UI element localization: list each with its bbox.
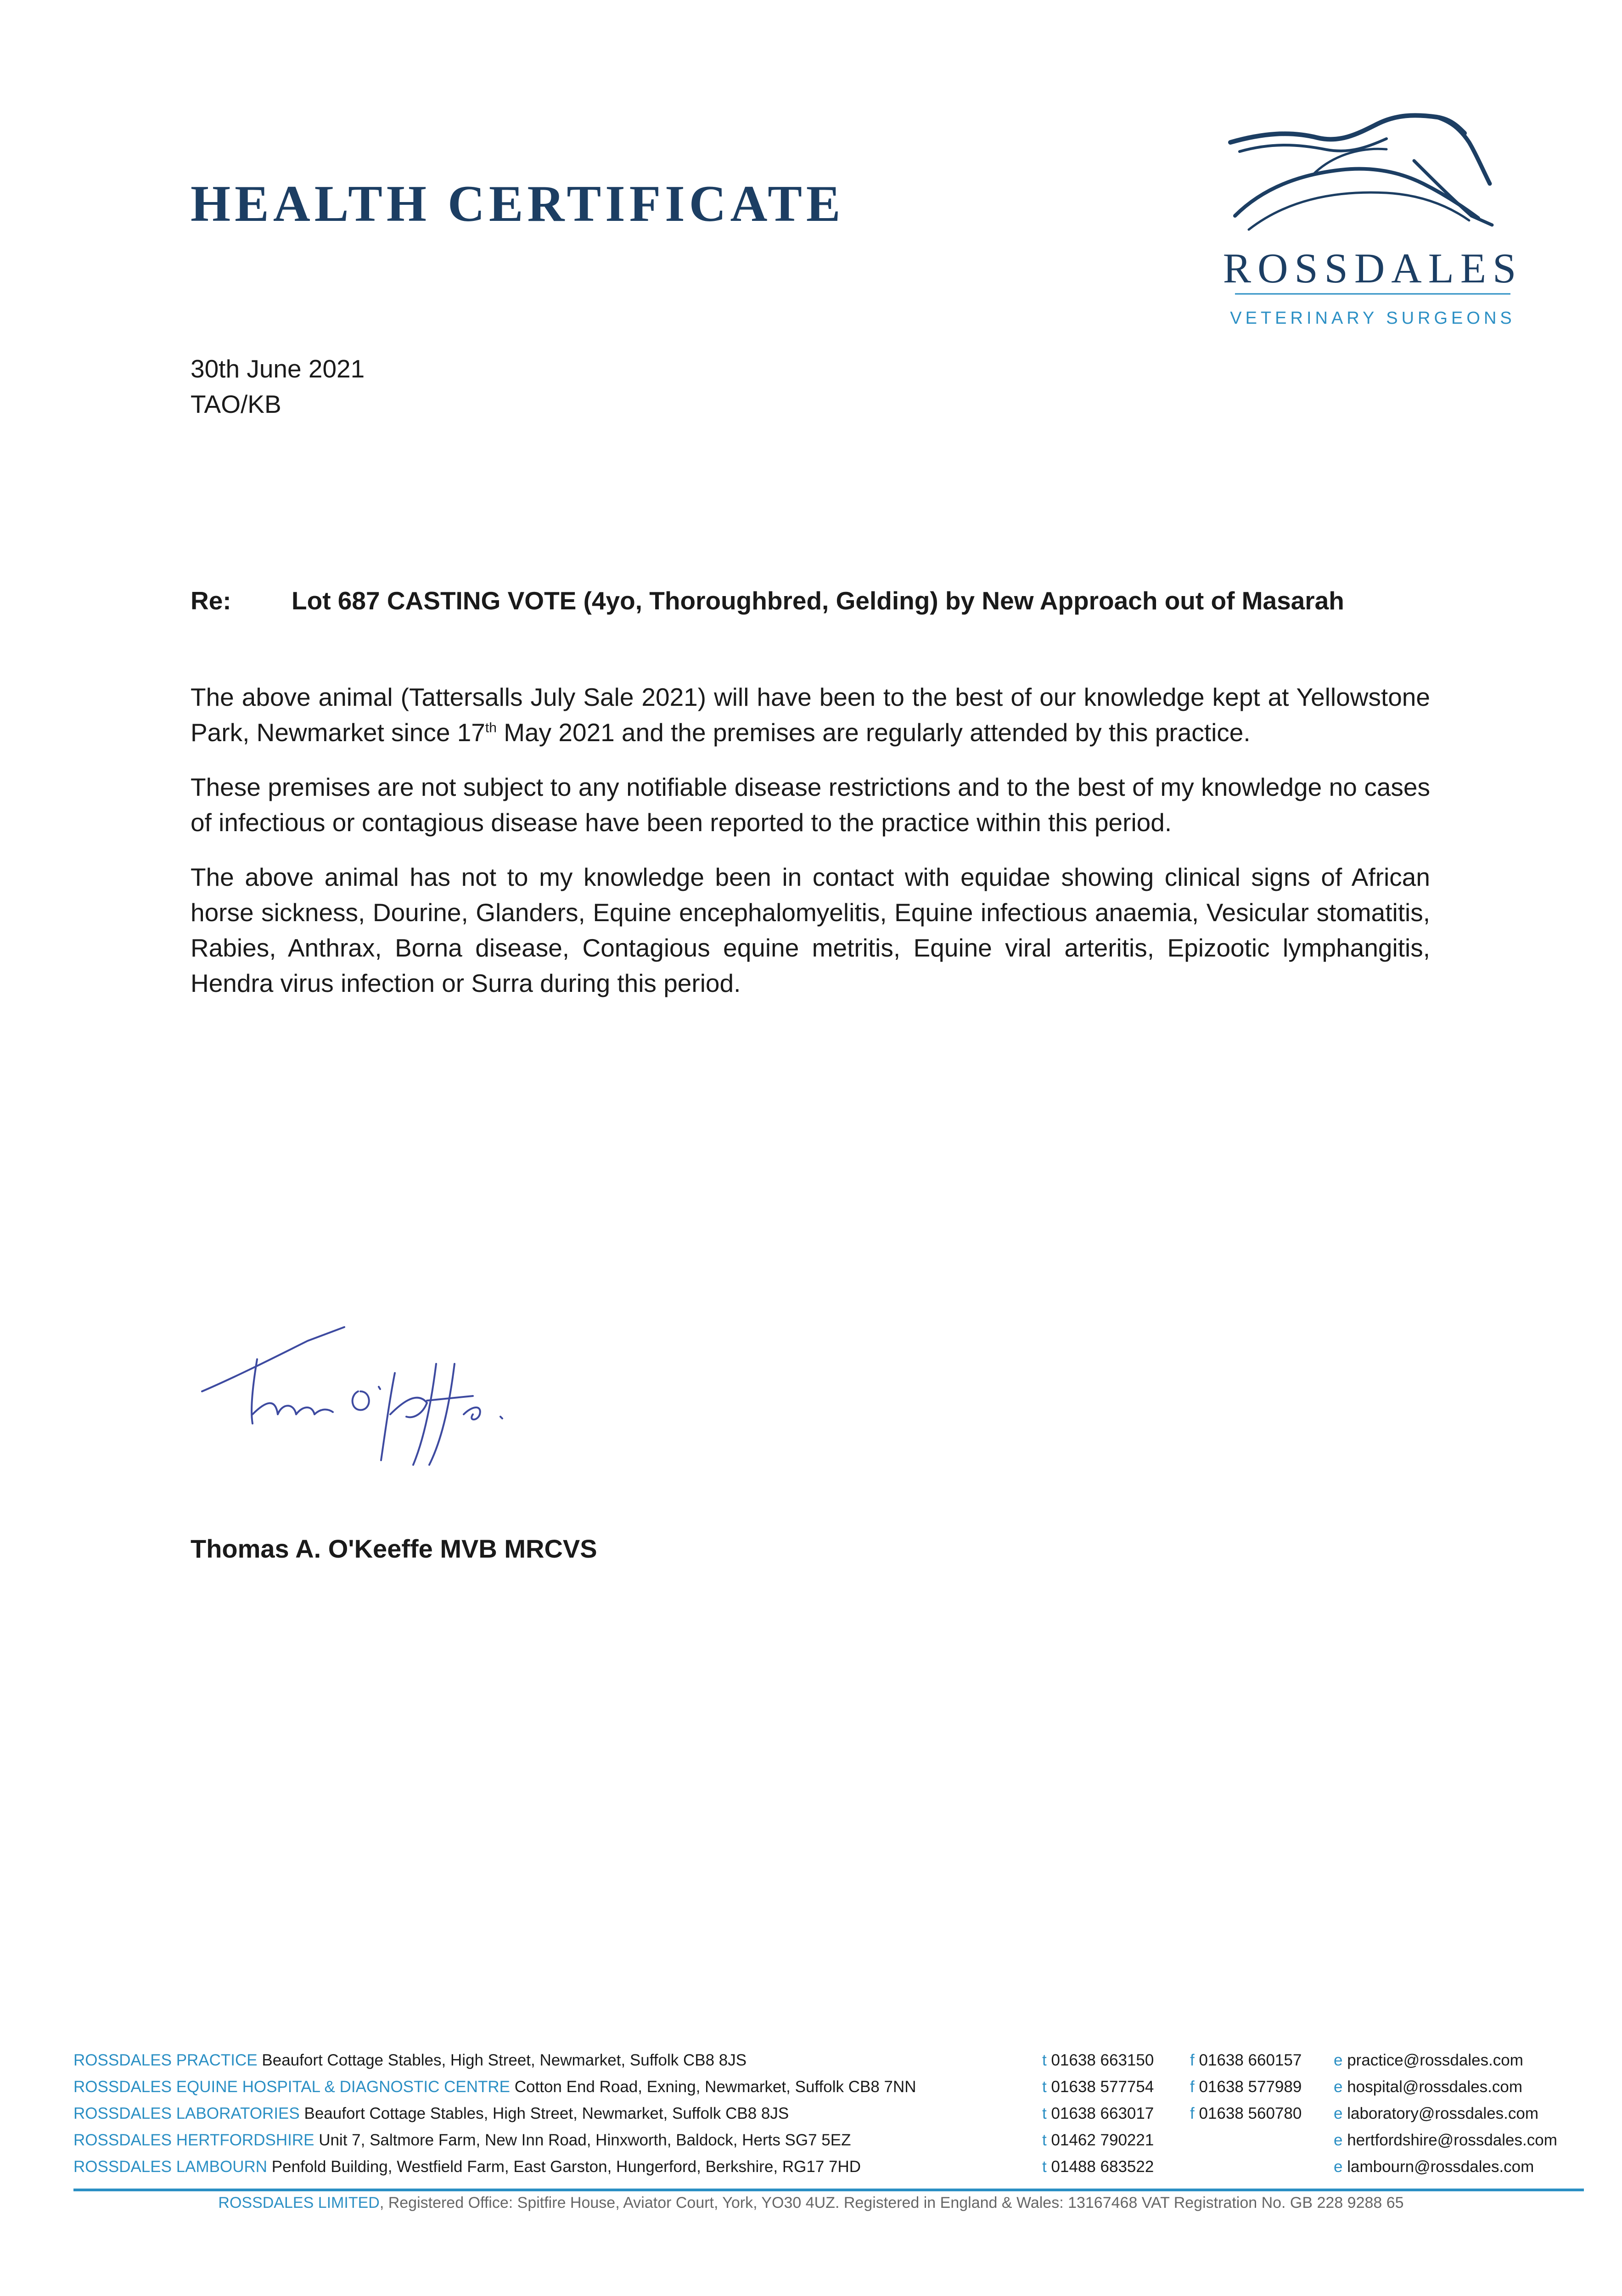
footer-office-row	[73, 2154, 1588, 2180]
registration-details: , Registered Office: Spitfire House, Aviator Court, York, YO30 4UZ. Registered in England & Wales: 13167468 VAT Registration No. GB 228 9288 65	[379, 2194, 1404, 2212]
footer-office-row	[73, 2074, 1588, 2100]
subject-line	[191, 583, 1344, 619]
office-name: ROSSDALES EQUINE HOSPITAL & DIAGNOSTIC CENTRE	[73, 2078, 511, 2096]
email-cell	[1334, 2100, 1538, 2127]
fax-cell	[1190, 2100, 1302, 2127]
email-address[interactable]: laboratory@rossdales.com	[1347, 2105, 1539, 2122]
phone-prefix: t	[1042, 2105, 1047, 2122]
paragraph-text: May 2021 and the premises are regularly attended by this practice.	[496, 718, 1251, 747]
paragraph-premises: These premises are not subject to any notifiable disease restrictions and to the best of my knowledge no cases of infectious or contagious disease have been reported to the practice within this period.	[191, 773, 1430, 837]
phone-number: 01638 663150	[1051, 2051, 1154, 2069]
email-address[interactable]: hospital@rossdales.com	[1347, 2078, 1523, 2096]
letter-reference: TAO/KB	[191, 390, 281, 418]
rossdales-logo	[1221, 106, 1524, 335]
horse-logo-icon	[1230, 115, 1492, 230]
footer-office-row	[73, 2127, 1588, 2154]
fax-number: 01638 560780	[1199, 2105, 1302, 2122]
office-line	[73, 2127, 851, 2154]
phone-number: 01638 663017	[1051, 2105, 1154, 2122]
office-line	[73, 2074, 916, 2100]
paragraph-diseases: The above animal has not to my knowledge been in contact with equidae showing clinical signs of African horse sickness, Dourine, Glanders, Equine encephalomyelitis, Equine infectious anaemia, Vesicular stomatitis, Rabies, Anthrax, Borna disease, Contagious equine metritis, Equine viral arteritis, Epizootic lymphangitis, Hendra virus infection or Surra during this period.	[191, 863, 1430, 997]
email-address[interactable]: hertfordshire@rossdales.com	[1347, 2131, 1557, 2149]
paragraph-text: The above animal (Tattersalls July Sale 2021) will have been to the best of our knowledge kept at Yellowstone Park, Newmarket since 17	[191, 683, 1430, 747]
fax-number: 01638 577989	[1199, 2078, 1302, 2096]
phone-cell	[1042, 2074, 1154, 2100]
phone-prefix: t	[1042, 2051, 1047, 2069]
phone-cell	[1042, 2127, 1154, 2154]
fax-cell	[1190, 2074, 1302, 2100]
email-address[interactable]: practice@rossdales.com	[1347, 2051, 1523, 2069]
office-address: Beaufort Cottage Stables, High Street, Newmarket, Suffolk CB8 8JS	[262, 2051, 747, 2069]
phone-number: 01638 577754	[1051, 2078, 1154, 2096]
office-name: ROSSDALES HERTFORDSHIRE	[73, 2131, 314, 2149]
footer-office-row	[73, 2047, 1588, 2074]
re-subject: Lot 687 CASTING VOTE (4yo, Thoroughbred, Gelding) by New Approach out of Masarah	[292, 586, 1344, 615]
office-name: ROSSDALES LAMBOURN	[73, 2158, 268, 2176]
phone-cell	[1042, 2154, 1154, 2180]
email-prefix: e	[1334, 2158, 1343, 2176]
phone-number: 01488 683522	[1051, 2158, 1154, 2176]
email-cell	[1334, 2047, 1523, 2074]
re-label: Re:	[191, 586, 231, 615]
office-address: Cotton End Road, Exning, Newmarket, Suffolk CB8 7NN	[514, 2078, 916, 2096]
office-line	[73, 2047, 746, 2074]
email-prefix: e	[1334, 2131, 1343, 2149]
email-cell	[1334, 2074, 1522, 2100]
email-cell	[1334, 2127, 1557, 2154]
phone-cell	[1042, 2047, 1154, 2074]
office-address: Penfold Building, Westfield Farm, East Garston, Hungerford, Berkshire, RG17 7HD	[271, 2158, 861, 2176]
phone-cell	[1042, 2100, 1154, 2127]
logo-wordmark: ROSSDALES	[1223, 245, 1523, 292]
footer-office-row	[73, 2100, 1588, 2127]
page-title: HEALTH CERTIFICATE	[191, 175, 845, 232]
phone-number: 01462 790221	[1051, 2131, 1154, 2149]
phone-prefix: t	[1042, 2078, 1047, 2096]
fax-prefix: f	[1190, 2051, 1195, 2069]
handwritten-signature	[197, 1322, 528, 1469]
footer-contacts	[73, 2047, 1588, 2180]
phone-prefix: t	[1042, 2131, 1047, 2149]
fax-number: 01638 660157	[1199, 2051, 1302, 2069]
footer-registration	[0, 2189, 1622, 2216]
fax-prefix: f	[1190, 2105, 1195, 2122]
signatory-name: Thomas A. O'Keeffe MVB MRCVS	[191, 1534, 597, 1563]
phone-prefix: t	[1042, 2158, 1047, 2176]
email-prefix: e	[1334, 2078, 1343, 2096]
office-address: Unit 7, Saltmore Farm, New Inn Road, Hinxworth, Baldock, Herts SG7 5EZ	[319, 2131, 851, 2149]
office-name: ROSSDALES LABORATORIES	[73, 2105, 300, 2122]
ordinal-suffix: th	[485, 720, 497, 736]
letter-date: 30th June 2021	[191, 355, 365, 383]
email-cell	[1334, 2154, 1534, 2180]
company-name: ROSSDALES LIMITED	[218, 2194, 380, 2212]
office-line	[73, 2154, 861, 2180]
office-name: ROSSDALES PRACTICE	[73, 2051, 258, 2069]
fax-cell	[1190, 2047, 1302, 2074]
email-address[interactable]: lambourn@rossdales.com	[1347, 2158, 1534, 2176]
paragraph-residence	[191, 680, 1430, 750]
logo-tagline: VETERINARY SURGEONS	[1230, 309, 1515, 328]
email-prefix: e	[1334, 2105, 1343, 2122]
office-address: Beaufort Cottage Stables, High Street, Newmarket, Suffolk CB8 8JS	[304, 2105, 789, 2122]
fax-prefix: f	[1190, 2078, 1195, 2096]
email-prefix: e	[1334, 2051, 1343, 2069]
certificate-body	[191, 680, 1430, 1020]
office-line	[73, 2100, 789, 2127]
